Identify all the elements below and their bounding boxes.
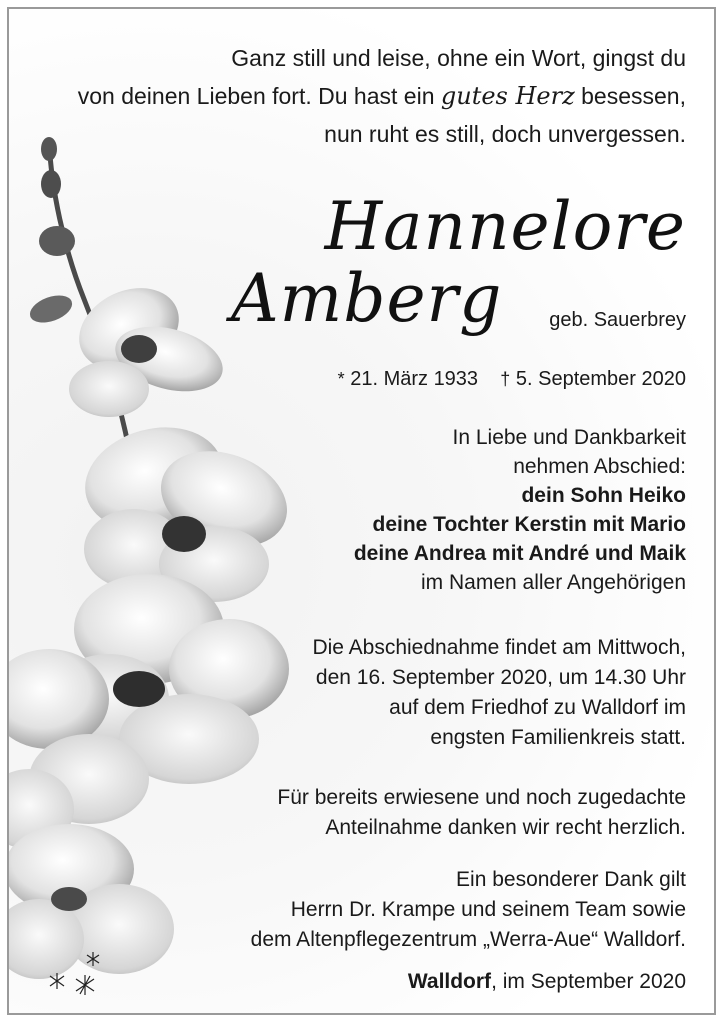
birth-name: geb. Sauerbrey xyxy=(549,309,686,331)
obituary-card xyxy=(7,7,716,1015)
poem-line-2-end: besessen, xyxy=(574,83,686,109)
ceremony-line-1: Die Abschiednahme findet am Mittwoch, xyxy=(312,636,686,659)
special-thanks-section xyxy=(126,865,686,955)
poem-line-2 xyxy=(46,77,686,115)
place-and-date xyxy=(408,967,686,997)
thanks-line-1: Für bereits erwiesene und noch zugedachte xyxy=(277,786,686,809)
death-symbol: † xyxy=(500,369,511,389)
special-line-3: dem Altenpflegezentrum „Werra-Aue“ Walldorf. xyxy=(250,928,686,951)
dandelion-ornament-icon xyxy=(43,947,113,997)
farewell-line-2: nehmen Abschied: xyxy=(513,455,686,478)
life-dates xyxy=(338,365,686,393)
mourner-relatives: im Namen aller Angehörigen xyxy=(421,571,686,594)
mourner-daughter: deine Tochter Kerstin mit Mario xyxy=(372,513,686,536)
birth-symbol: * xyxy=(337,369,345,389)
ceremony-line-2: den 16. September 2020, um 14.30 Uhr xyxy=(315,666,686,689)
last-name: Amberg xyxy=(231,260,503,337)
first-name: Hannelore xyxy=(324,188,686,265)
special-line-2: Herrn Dr. Krampe und seinem Team sowie xyxy=(290,898,686,921)
place-date: , im September 2020 xyxy=(491,970,686,993)
poem-line-2-start: von deinen Lieben fort. Du hast ein xyxy=(77,83,441,109)
farewell-section xyxy=(226,423,686,597)
death-date: 5. September 2020 xyxy=(515,368,686,390)
mourner-andrea: deine Andrea mit André und Maik xyxy=(353,542,686,565)
poem-script-phrase: gutes Herz xyxy=(440,82,575,110)
mourner-son: dein Sohn Heiko xyxy=(521,484,686,507)
poem-line-1: Ganz still und leise, ohne ein Wort, gingst du xyxy=(231,45,686,71)
poem xyxy=(46,39,686,153)
ceremony-line-3: auf dem Friedhof zu Walldorf im xyxy=(389,696,686,719)
birth-date: 21. März 1933 xyxy=(350,368,479,390)
ceremony-line-4: engsten Familienkreis statt. xyxy=(430,726,686,749)
thanks-line-2: Anteilnahme danken wir recht herzlich. xyxy=(325,816,686,839)
special-line-1: Ein besonderer Dank gilt xyxy=(456,868,686,891)
thanks-section xyxy=(226,783,686,843)
place-town: Walldorf xyxy=(407,970,492,993)
poem-line-3: nun ruht es still, doch unvergessen. xyxy=(324,121,686,147)
ceremony-section xyxy=(226,633,686,753)
farewell-line-1: In Liebe und Dankbarkeit xyxy=(452,426,686,449)
